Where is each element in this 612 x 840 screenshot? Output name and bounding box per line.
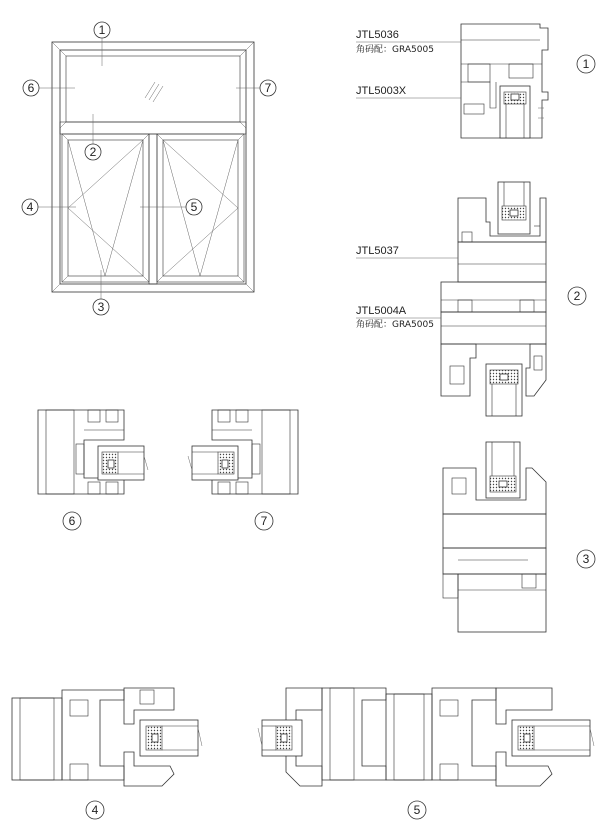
svg-text:5: 5 [190, 200, 198, 214]
callout-6 [23, 80, 39, 96]
svg-text:7: 7 [264, 81, 272, 95]
callout-7 [260, 80, 276, 96]
section-number-2 [568, 287, 586, 305]
svg-text:4: 4 [91, 803, 99, 817]
label-jtl5004a-sub: 角码配：GRA5005 [356, 320, 434, 330]
svg-text:3: 3 [97, 300, 105, 314]
label-jtl5003x: JTL5003X [356, 85, 407, 97]
svg-text:2: 2 [89, 145, 97, 159]
section-3-profile [443, 442, 546, 632]
callout-4 [22, 199, 38, 215]
label-jtl5036: JTL5036 [356, 29, 399, 41]
section-1-profile [461, 24, 548, 138]
svg-text:1: 1 [98, 23, 106, 37]
section-6-profile [38, 410, 148, 494]
svg-text:2: 2 [573, 289, 581, 303]
callout-1 [94, 22, 110, 38]
section-number-5 [408, 801, 426, 819]
svg-text:3: 3 [582, 552, 590, 566]
section-4-profile [12, 688, 202, 786]
section-number-6 [63, 512, 81, 530]
section-number-1 [577, 55, 595, 73]
label-jtl5037: JTL5037 [356, 245, 399, 257]
section-2-profile [441, 182, 546, 416]
svg-text:7: 7 [260, 514, 268, 528]
section-5-profile [258, 688, 594, 786]
callout-2 [85, 144, 101, 160]
label-jtl5004a: JTL5004A [356, 305, 407, 317]
svg-text:1: 1 [582, 57, 590, 71]
section-number-3 [577, 550, 595, 568]
svg-text:4: 4 [26, 200, 34, 214]
callout-3 [93, 299, 109, 315]
window-elevation [22, 22, 276, 315]
section-7-profile [188, 410, 298, 494]
section-number-7 [255, 512, 273, 530]
callout-5 [186, 199, 202, 215]
section-number-4 [86, 801, 104, 819]
label-jtl5036-sub: 角码配：GRA5005 [356, 45, 434, 55]
svg-text:5: 5 [413, 803, 421, 817]
svg-text:6: 6 [68, 514, 76, 528]
svg-text:6: 6 [27, 81, 35, 95]
